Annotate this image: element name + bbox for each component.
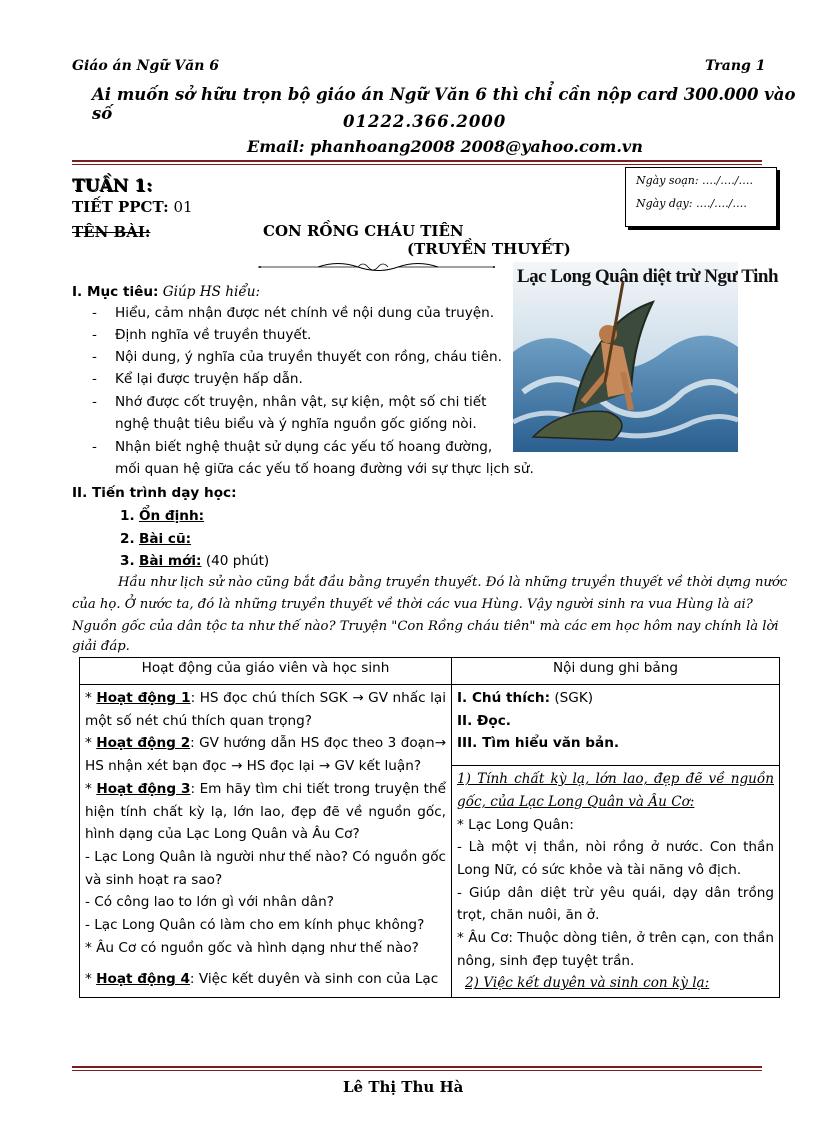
board-heading: III. Tìm hiểu văn bản. bbox=[457, 735, 620, 752]
objective-item: Hiểu, cảm nhận được nét chính về nội dung của truyện. bbox=[115, 305, 495, 321]
illustration-caption: Lạc Long Quân diệt trừ Ngư Tinh bbox=[517, 266, 779, 287]
step-1 bbox=[120, 508, 204, 524]
objective-item: Nhận biết nghệ thuật sử dụng các yếu tố hoang đường, bbox=[115, 439, 493, 455]
board-text: (SGK) bbox=[550, 690, 594, 706]
step-1-number: 1. bbox=[120, 508, 135, 524]
lac-long-quan-illustration bbox=[513, 262, 779, 452]
board-subheading: 1) Tính chất kỳ lạ, lớn lao, đẹp đẽ về nguồn gốc, của Lạc Long Quân và Âu Cơ: bbox=[452, 765, 779, 813]
date-prepared: Ngày soạn: …./…./…. bbox=[636, 174, 753, 187]
header-page: Trang 1 bbox=[705, 58, 766, 74]
objective-dash-6: - bbox=[92, 439, 97, 455]
step-1-label: Ổn định: bbox=[138, 508, 205, 524]
board-heading: II. Đọc. bbox=[457, 712, 511, 729]
date-box bbox=[625, 167, 777, 227]
board-line: - Giúp dân diệt trừ yêu quái, dạy dân trồng trọt, chăn nuôi, ăn ở. bbox=[457, 884, 774, 924]
activity-4: * Hoạt động 4: Việc kết duyên và sinh con của Lạc bbox=[85, 971, 439, 988]
step-3-number: 3. bbox=[120, 553, 135, 569]
board-line: - Là một vị thần, nòi rồng ở nước. Con thần Long Nữ, có sức khỏe và tài năng vô địch. bbox=[457, 839, 774, 878]
ornament-divider bbox=[258, 258, 498, 274]
period-value: 01 bbox=[173, 198, 193, 216]
objective-dash-1: - bbox=[92, 305, 97, 321]
activity-text: : Em hãy tìm chi tiết trong truyện thể hiện tính chất kỳ lạ, lớn lao, đẹp đẽ về nguồn gốc, hình dạng của Lạc Long Quân và Âu Cơ? bbox=[85, 780, 446, 843]
lesson-subtitle: (TRUYỀN THUYẾT) bbox=[407, 240, 571, 258]
lesson-title: CON RỒNG CHÁU TIÊN bbox=[263, 222, 464, 240]
objective-item: mối quan hệ giữa các yếu tố hoang đường với sự thực lịch sử. bbox=[115, 461, 534, 477]
objectives-title: I. Mục tiêu: bbox=[72, 284, 159, 300]
process-heading: II. Tiến trình dạy học: bbox=[72, 485, 237, 501]
teacher-activities-cell bbox=[80, 685, 452, 998]
column-header: Nội dung ghi bảng bbox=[452, 658, 780, 685]
header-rule-thin bbox=[72, 164, 762, 165]
header-left: Giáo án Ngữ Văn 6 bbox=[72, 58, 220, 74]
objective-item: Nội dung, ý nghĩa của truyền thuyết con rồng, cháu tiên. bbox=[115, 349, 502, 365]
question: * Âu Cơ có nguồn gốc và hình dạng như thế nào? bbox=[85, 939, 419, 956]
notice-line-2: 01222.366.2000 bbox=[343, 112, 507, 131]
board-line: * Lạc Long Quân: bbox=[457, 816, 574, 833]
activity-label: Hoạt động 4 bbox=[96, 971, 190, 988]
board-line: * Âu Cơ: Thuộc dòng tiên, ở trên cạn, con thần nông, sinh đẹp tuyệt trần. bbox=[457, 930, 774, 969]
objective-item: nghệ thuật tiêu biểu và ý nghĩa nguồn gốc giống nòi. bbox=[115, 416, 477, 432]
objective-item: Kể lại được truyện hấp dẫn. bbox=[115, 371, 303, 387]
period-label: TIẾT PPCT: bbox=[72, 198, 169, 216]
step-3-label: Bài mới: bbox=[138, 553, 202, 569]
question: - Có công lao to lớn gì với nhân dân? bbox=[85, 894, 334, 911]
board-heading: I. Chú thích: bbox=[457, 690, 551, 706]
board-content-cell bbox=[452, 685, 780, 998]
intro-paragraph-line: Hầu như lịch sử nào cũng bắt đầu bằng truyền thuyết. Đó là những truyền thuyết về thời dựng nước bbox=[118, 575, 788, 590]
activity-text: : GV hướng dẫn HS đọc theo 3 đoạn→ HS nhận xét bạn đọc → HS đọc lại → GV kết luận? bbox=[85, 735, 446, 775]
objectives-heading bbox=[72, 284, 260, 300]
period-row bbox=[72, 198, 193, 216]
objective-dash-2: - bbox=[92, 327, 97, 343]
lesson-table bbox=[79, 657, 780, 998]
board-subheading: 2) Việc kết duyên và sinh con kỳ lạ: bbox=[465, 975, 710, 992]
email-line: Email: phanhoang2008 2008@yahoo.com.vn bbox=[247, 137, 643, 156]
title-label: TÊN BÀI: bbox=[72, 223, 151, 241]
objectives-lead: Giúp HS hiểu: bbox=[162, 284, 261, 300]
objective-dash-5: - bbox=[92, 394, 97, 410]
activity-1: * Hoạt động 1: HS đọc chú thích SGK → GV nhấc lại một số nét chú thích quan trọng? bbox=[85, 690, 446, 729]
objective-dash-4: - bbox=[92, 371, 97, 387]
footer-rule-thin bbox=[72, 1070, 762, 1071]
footer-author: Lê Thị Thu Hà bbox=[343, 1078, 464, 1096]
objective-item: Định nghĩa về truyền thuyết. bbox=[115, 327, 312, 343]
activity-label: Hoạt động 1 bbox=[96, 690, 191, 706]
footer-rule bbox=[72, 1066, 762, 1068]
intro-paragraph-line: của họ. Ở nước ta, đó là những truyền thuyết về thời các vua Hùng. Vậy người sinh ra vua Hùng là ai? bbox=[72, 597, 753, 612]
objective-dash-3: - bbox=[92, 349, 97, 365]
week-label: TUẦN 1: bbox=[72, 176, 153, 196]
activity-label: Hoạt động 2 bbox=[96, 735, 191, 752]
illustration-drawing bbox=[513, 262, 738, 452]
notice-line-1: Ai muốn sở hữu trọn bộ giáo án Ngữ Văn 6 thì chỉ cần nộp card 300.000 vào số bbox=[92, 85, 796, 123]
question: - Lạc Long Quân là người như thế nào? Có nguồn gốc và sinh hoạt ra sao? bbox=[85, 848, 446, 888]
objective-item: Nhớ được cốt truyện, nhân vật, sự kiện, một số chi tiết bbox=[115, 394, 487, 410]
activity-3: * Hoạt động 3: Em hãy tìm chi tiết trong truyện thể hiện tính chất kỳ lạ, lớn lao, đẹp đẽ về nguồn gốc, hình dạng của Lạc Long Quân và Âu Cơ? bbox=[85, 780, 446, 843]
intro-paragraph-line: giải đáp. bbox=[72, 639, 130, 654]
step-2-number: 2. bbox=[120, 531, 135, 547]
activity-label: Hoạt động 3 bbox=[96, 780, 191, 797]
activity-2: * Hoạt động 2: GV hướng dẫn HS đọc theo 3 đoạn→ HS nhận xét bạn đọc → HS đọc lại → GV kết luận? bbox=[85, 735, 446, 775]
activity-text: : Việc kết duyên và sinh con của Lạc bbox=[189, 971, 439, 988]
column-header: Hoạt động của giáo viên và học sinh bbox=[80, 658, 452, 685]
question: - Lạc Long Quân có làm cho em kính phục không? bbox=[85, 917, 425, 934]
date-taught: Ngày dạy: …./…./…. bbox=[636, 197, 747, 210]
step-3 bbox=[120, 553, 269, 569]
step-3-time: (40 phút) bbox=[205, 553, 270, 569]
board-line bbox=[457, 687, 774, 710]
header-rule bbox=[72, 160, 762, 162]
step-2-label: Bài cũ: bbox=[138, 531, 192, 547]
activity-text: : HS đọc chú thích SGK → GV nhấc lại một số nét chú thích quan trọng? bbox=[85, 690, 446, 729]
intro-paragraph-line: Nguồn gốc của dân tộc ta như thế nào? Truyện "Con Rồng cháu tiên" mà các em học hôm nay chính là lời bbox=[72, 619, 779, 634]
step-2 bbox=[120, 531, 191, 547]
